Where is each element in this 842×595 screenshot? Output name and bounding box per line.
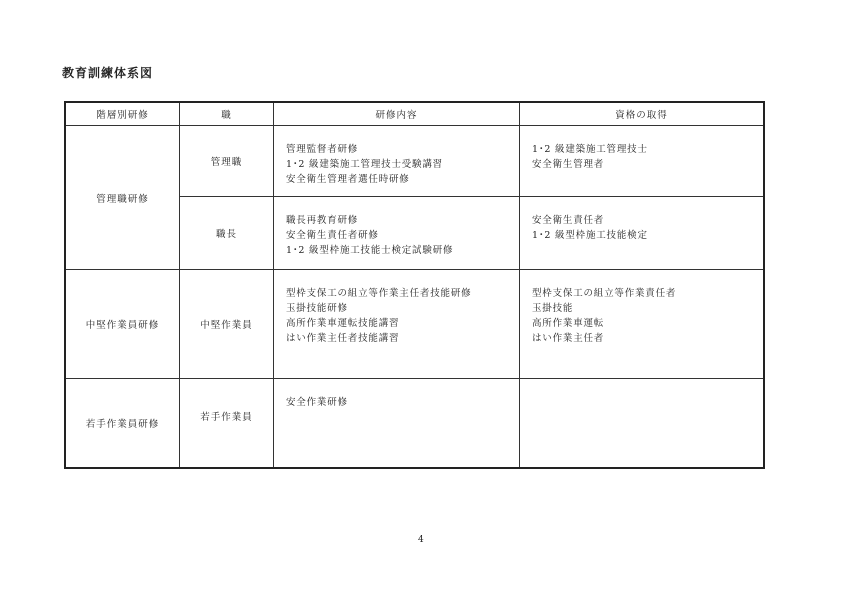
content-item: 1･2 級建築施工管理技士受験講習 <box>286 159 443 171</box>
position-cell <box>180 270 274 379</box>
qualification-item: 1･2 級建築施工管理技士 <box>532 144 648 156</box>
table-row <box>65 379 764 468</box>
content-item: 高所作業車運転技能講習 <box>286 318 400 330</box>
qualification-item: 安全衛生管理者 <box>532 159 605 171</box>
qualification-cell <box>520 126 765 197</box>
content-item: 玉掛技能研修 <box>286 303 348 315</box>
qualification-item: 1･2 級型枠施工技能検定 <box>532 230 648 242</box>
qualification-item: 安全衛生責任者 <box>532 215 605 227</box>
level-label: 中堅作業員研修 <box>85 320 160 332</box>
header-level: 階層別研修 <box>65 102 180 126</box>
content-item: 職長再教育研修 <box>286 215 359 227</box>
header-qualification: 資格の取得 <box>520 102 765 126</box>
table-row <box>65 270 764 379</box>
qualification-cell <box>520 197 765 270</box>
page-title: 教育訓練体系図 <box>62 66 154 80</box>
qualification-item: 型枠支保工の組立等作業責任者 <box>532 288 677 300</box>
content-item: 1･2 級型枠施工技能士検定試験研修 <box>286 245 454 257</box>
header-position: 職 <box>180 102 274 126</box>
content-cell <box>274 270 520 379</box>
position-label: 管理職 <box>210 157 243 169</box>
content-item: 安全作業研修 <box>286 397 348 409</box>
table-header-row <box>65 102 764 126</box>
level-cell-mid <box>65 270 180 379</box>
table-row <box>65 126 764 197</box>
position-label: 職長 <box>215 229 237 241</box>
level-label: 若手作業員研修 <box>85 419 160 431</box>
position-cell <box>180 197 274 270</box>
position-label: 中堅作業員 <box>200 320 253 332</box>
content-item: はい作業主任者技能講習 <box>286 333 400 345</box>
content-item: 安全衛生管理者選任時研修 <box>286 174 410 186</box>
level-cell-young <box>65 379 180 468</box>
level-label: 管理職研修 <box>96 193 149 205</box>
content-item: 型枠支保工の組立等作業主任者技能研修 <box>286 288 472 300</box>
page-number: 4 <box>418 535 424 545</box>
content-cell <box>274 379 520 468</box>
qualification-cell <box>520 270 765 379</box>
header-content: 研修内容 <box>274 102 520 126</box>
content-item: 管理監督者研修 <box>286 144 359 156</box>
training-system-table <box>64 101 765 469</box>
position-cell <box>180 379 274 468</box>
qualification-item: 玉掛技能 <box>532 303 574 315</box>
qualification-item: はい作業主任者 <box>532 333 605 345</box>
position-label: 若手作業員 <box>200 412 253 424</box>
level-cell-management <box>65 126 180 270</box>
qualification-item: 高所作業車運転 <box>532 318 605 330</box>
content-cell <box>274 126 520 197</box>
content-item: 安全衛生責任者研修 <box>286 230 379 242</box>
position-cell <box>180 126 274 197</box>
content-cell <box>274 197 520 270</box>
qualification-cell <box>520 379 765 468</box>
